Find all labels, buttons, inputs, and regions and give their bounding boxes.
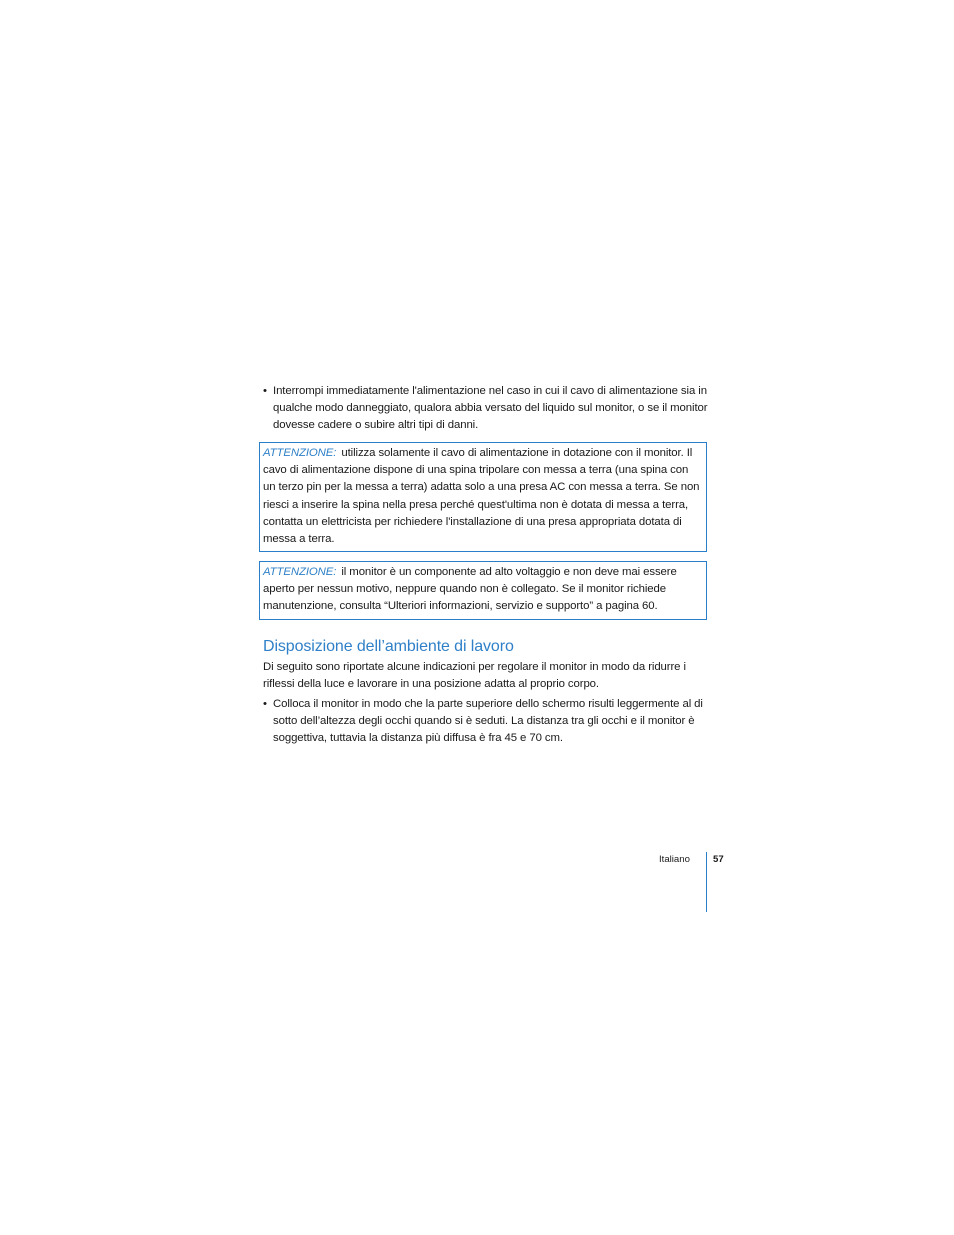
warning-label: ATTENZIONE: [263, 447, 337, 459]
section-heading: Disposizione dell’ambiente di lavoro [263, 638, 514, 655]
bullet-item-power [263, 383, 708, 435]
footer-divider [706, 852, 707, 912]
intro-paragraph: Di seguito sono riportate alcune indicazioni per regolare il monitor in modo da ridurre i riflessi della luce e lavorare in una posizione adatta al proprio corpo. [263, 661, 686, 691]
warning-text: il monitor è un componente ad alto voltaggio e non deve mai essere aperto per nessun motivo, neppure quando non è collegato. Se il monitor richiede manutenzione, consulta “Ulteriori informazioni, servizio e supporto” a pagina 60. [263, 566, 677, 613]
warning-box-power-cord [259, 442, 707, 552]
page-number: 57 [713, 854, 724, 865]
bullet-marker: • [263, 698, 267, 710]
warning-text: utilizza solamente il cavo di alimentazione in dotazione con il monitor. Il cavo di alimentazione dispone di una spina tripolare con messa a terra (una spina con un terzo pin per la messa a terra) adatta solo a una presa AC con messa a terra. Se non riesci a inserire la spina nella presa perché quest'ultima non è dotata di messa a terra, contatta un elettricista per richiedere l'installazione di una presa appropriata dotata di messa a terra. [263, 447, 700, 546]
bullet-item-monitor-position [263, 696, 708, 748]
bullet-marker: • [263, 385, 267, 397]
bullet-text: Colloca il monitor in modo che la parte superiore dello schermo risulti leggermente al di sotto dell’altezza degli occhi quando si è seduti. La distanza tra gli occhi e il monitor è soggettiva, tuttavia la distanza più diffusa è fra 45 e 70 cm. [273, 698, 703, 745]
footer-language: Italiano [659, 854, 690, 865]
warning-box-high-voltage [259, 561, 707, 620]
bullet-text: Interrompi immediatamente l'alimentazione nel caso in cui il cavo di alimentazione sia in qualche modo danneggiato, qualora abbia versato del liquido sul monitor, o se il monitor dovesse cadere o subire altri tipi di danni. [273, 385, 708, 432]
warning-label: ATTENZIONE: [263, 566, 337, 578]
